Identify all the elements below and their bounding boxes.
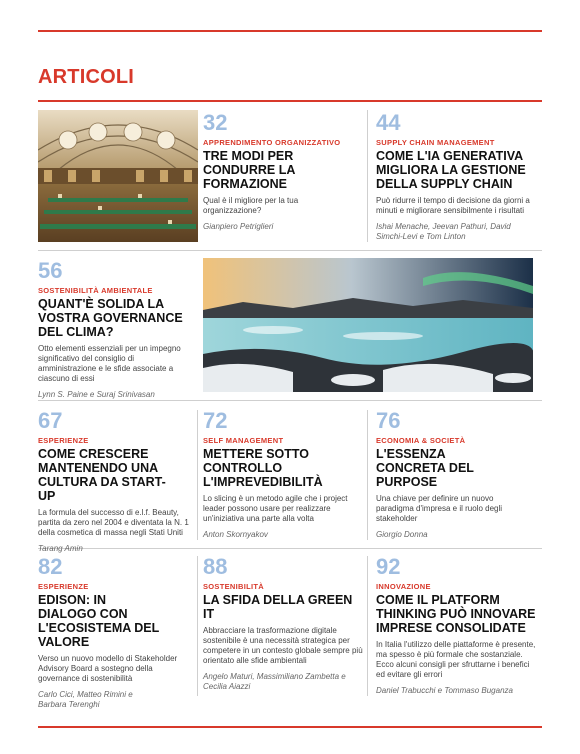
article-authors: Ishai Menache, Jeevan Pathuri, David Simchi-Levi e Tom Linton bbox=[376, 222, 511, 241]
article-card[interactable] bbox=[203, 410, 363, 540]
article-description: Otto elementi essenziali per un impegno significativo del consiglio di amministrazione e le sfide associate a ciascuno di essi bbox=[38, 344, 181, 383]
article-description: In Italia l'utilizzo delle piattaforme è presente, ma spesso è più formale che sostanziale. Ecco alcuni consigli per sfruttarne i benefici ed evitare gli errori bbox=[376, 640, 536, 679]
article-description: Verso un nuovo modello di Stakeholder Advisory Board a sostegno della governance di sostenibilità bbox=[38, 654, 178, 683]
article-title: COME CRESCERE MANTENENDO UNA CULTURA DA START-UP bbox=[38, 447, 166, 503]
article-authors: Carlo Cici, Matteo Rimini e Barbara Terenghi bbox=[38, 690, 133, 709]
article-category: INNOVAZIONE bbox=[376, 582, 431, 591]
article-card[interactable] bbox=[38, 260, 194, 400]
article-description: Abbracciare la trasformazione digitale sostenibile è una necessità strategica per competere in un contesto globale sempre più orientato alle sfide ambientali bbox=[203, 626, 363, 665]
article-authors: Gianpiero Petriglieri bbox=[203, 222, 274, 231]
article-category: ECONOMIA & SOCIETÀ bbox=[376, 436, 466, 445]
page-number: 82 bbox=[38, 554, 63, 579]
page-number: 32 bbox=[203, 110, 228, 135]
article-category: SELF MANAGEMENT bbox=[203, 436, 284, 445]
section-rule bbox=[38, 100, 542, 102]
article-authors: Daniel Trabucchi e Tommaso Buganza bbox=[376, 686, 513, 695]
page-number: 92 bbox=[376, 554, 401, 579]
top-rule bbox=[38, 30, 542, 32]
article-authors: Giorgio Donna bbox=[376, 530, 428, 539]
article-title: COME IL PLATFORM THINKING PUÒ INNOVARE IMPRESE CONSOLIDATE bbox=[376, 593, 536, 635]
article-description: Qual è il migliore per la tua organizzazione? bbox=[203, 196, 299, 215]
article-card[interactable] bbox=[38, 556, 192, 710]
page-number: 44 bbox=[376, 110, 401, 135]
article-category: SUPPLY CHAIN MANAGEMENT bbox=[376, 138, 495, 147]
article-description: Può ridurre il tempo di decisione da giorni a minuti e migliorare sensibilmente i risultati bbox=[376, 196, 530, 215]
article-title: TRE MODI PER CONDURRE LA FORMAZIONE bbox=[203, 149, 295, 191]
col-divider bbox=[197, 556, 198, 696]
article-authors: Tarang Amin bbox=[38, 544, 83, 553]
article-category: SOSTENIBILITÀ AMBIENTALE bbox=[38, 286, 153, 295]
page-number: 56 bbox=[38, 258, 63, 283]
article-description: Una chiave per definire un nuovo paradigma d'impresa e il ruolo degli stakeholder bbox=[376, 494, 503, 523]
article-authors: Lynn S. Paine e Suraj Srinivasan bbox=[38, 390, 155, 399]
row-divider-2 bbox=[38, 400, 542, 401]
article-card[interactable] bbox=[376, 556, 538, 696]
col-divider bbox=[367, 110, 368, 242]
col-divider bbox=[367, 410, 368, 540]
article-card[interactable] bbox=[376, 112, 536, 242]
article-title: LA SFIDA DELLA GREEN IT bbox=[203, 593, 353, 621]
article-title: EDISON: IN DIALOGO CON L'ECOSISTEMA DEL VALORE bbox=[38, 593, 160, 649]
article-category: ESPERIENZE bbox=[38, 582, 89, 591]
page-number: 72 bbox=[203, 408, 228, 433]
article-title: METTERE SOTTO CONTROLLO L'IMPREVEDIBILITÀ bbox=[203, 447, 323, 489]
article-authors: Angelo Maturi, Massimiliano Zambetta e Cecilia Aiazzi bbox=[203, 672, 346, 691]
article-authors: Anton Skornyakov bbox=[203, 530, 268, 539]
article-card[interactable] bbox=[38, 410, 192, 554]
row-divider-1 bbox=[38, 250, 542, 251]
article-card[interactable] bbox=[203, 112, 361, 232]
article-title: COME L'IA GENERATIVA MIGLIORA LA GESTIONE DELLA SUPPLY CHAIN bbox=[376, 149, 526, 191]
page-number: 88 bbox=[203, 554, 228, 579]
article-category: ESPERIENZE bbox=[38, 436, 89, 445]
library-photo bbox=[38, 110, 198, 242]
page-number: 67 bbox=[38, 408, 63, 433]
article-description: La formula del successo di e.l.f. Beauty, partita da zero nel 2004 e diventata la N. 1 della cosmetica di massa negli Stati Uniti bbox=[38, 508, 189, 537]
article-card[interactable] bbox=[376, 410, 536, 540]
page-number: 76 bbox=[376, 408, 401, 433]
lagoon-photo bbox=[203, 258, 533, 392]
col-divider bbox=[367, 556, 368, 696]
bottom-rule bbox=[38, 726, 542, 728]
article-category: APPRENDIMENTO ORGANIZZATIVO bbox=[203, 138, 341, 147]
article-card[interactable] bbox=[203, 556, 363, 692]
article-category: SOSTENIBILITÀ bbox=[203, 582, 264, 591]
section-title: ARTICOLI bbox=[38, 66, 135, 88]
article-description: Lo slicing è un metodo agile che i project leader possono usare per realizzare un'iniziativa una parte alla volta bbox=[203, 494, 348, 523]
article-title: L'ESSENZA CONCRETA DEL PURPOSE bbox=[376, 447, 474, 489]
col-divider bbox=[197, 410, 198, 540]
article-title: QUANT'È SOLIDA LA VOSTRA GOVERNANCE DEL CLIMA? bbox=[38, 297, 183, 339]
